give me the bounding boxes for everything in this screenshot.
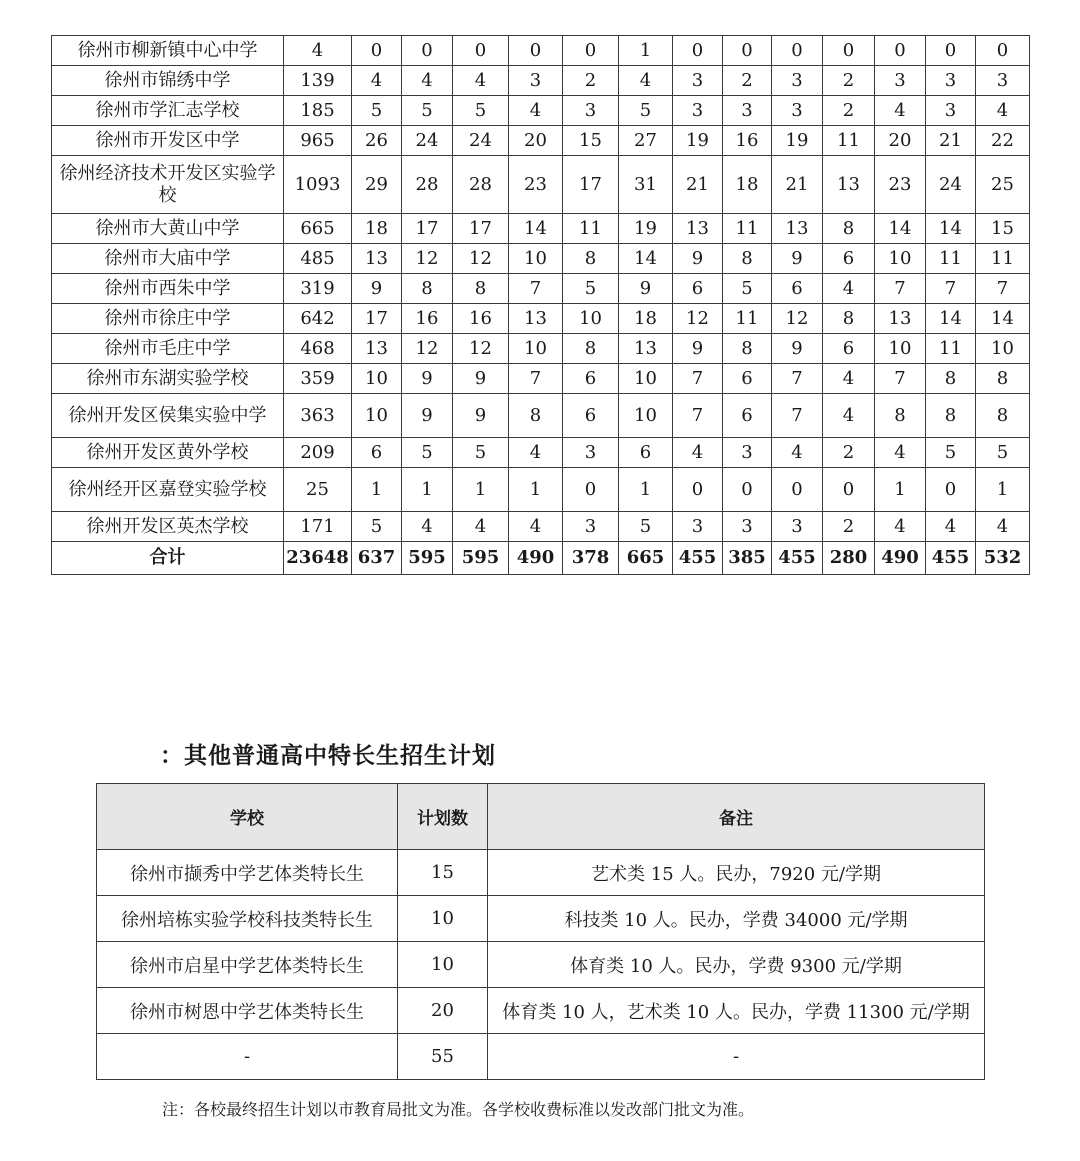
- value-cell: 11: [563, 214, 619, 244]
- value-cell: 13: [673, 214, 723, 244]
- value-cell: 139: [284, 66, 352, 96]
- value-cell: 363: [284, 394, 352, 438]
- table-row: [97, 988, 985, 1034]
- school-name-cell: 徐州市柳新镇中心中学: [52, 36, 284, 66]
- remark-cell: 艺术类 15 人。民办，7920 元/学期: [488, 850, 985, 896]
- header-remark: 备注: [488, 784, 985, 850]
- value-cell: 10: [352, 364, 402, 394]
- value-cell: 4: [402, 66, 453, 96]
- footnote: 注：各校最终招生计划以市教育局批文为准。各学校收费标准以发改部门批文为准。: [162, 1100, 755, 1119]
- school-name-cell: 徐州市锦绣中学: [52, 66, 284, 96]
- school-name-cell: 徐州市开发区中学: [52, 126, 284, 156]
- value-cell: 16: [453, 304, 509, 334]
- value-cell: 0: [453, 36, 509, 66]
- value-cell: 8: [453, 274, 509, 304]
- school-name-cell: 徐州市东湖实验学校: [52, 364, 284, 394]
- value-cell: 6: [619, 438, 673, 468]
- value-cell: 468: [284, 334, 352, 364]
- school-name-cell: 徐州市大黄山中学: [52, 214, 284, 244]
- value-cell: 4: [673, 438, 723, 468]
- school-cell: 徐州培栋实验学校科技类特长生: [97, 896, 398, 942]
- value-cell: 3: [563, 438, 619, 468]
- value-cell: 9: [619, 274, 673, 304]
- value-cell: 319: [284, 274, 352, 304]
- school-name-cell: 徐州经开区嘉登实验学校: [52, 468, 284, 512]
- value-cell: 3: [673, 96, 723, 126]
- total-value-cell: 665: [619, 542, 673, 575]
- value-cell: 17: [352, 304, 402, 334]
- value-cell: 6: [563, 394, 619, 438]
- value-cell: 3: [673, 66, 723, 96]
- value-cell: 2: [823, 512, 875, 542]
- value-cell: 665: [284, 214, 352, 244]
- value-cell: 0: [402, 36, 453, 66]
- value-cell: 4: [823, 274, 875, 304]
- value-cell: 19: [673, 126, 723, 156]
- value-cell: 14: [926, 214, 976, 244]
- value-cell: 3: [926, 66, 976, 96]
- value-cell: 5: [402, 96, 453, 126]
- value-cell: 29: [352, 156, 402, 214]
- value-cell: 0: [723, 36, 772, 66]
- school-name-cell: 徐州开发区侯集实验中学: [52, 394, 284, 438]
- value-cell: 14: [509, 214, 563, 244]
- total-value-cell: 455: [926, 542, 976, 575]
- value-cell: 0: [673, 36, 723, 66]
- school-cell: 徐州市撷秀中学艺体类特长生: [97, 850, 398, 896]
- value-cell: 21: [673, 156, 723, 214]
- value-cell: 11: [823, 126, 875, 156]
- value-cell: 2: [823, 438, 875, 468]
- value-cell: 1: [402, 468, 453, 512]
- school-name-cell: 徐州市毛庄中学: [52, 334, 284, 364]
- value-cell: 27: [619, 126, 673, 156]
- value-cell: 21: [926, 126, 976, 156]
- value-cell: 965: [284, 126, 352, 156]
- value-cell: 4: [619, 66, 673, 96]
- value-cell: 12: [772, 304, 823, 334]
- value-cell: 3: [772, 96, 823, 126]
- value-cell: 185: [284, 96, 352, 126]
- value-cell: 4: [875, 438, 926, 468]
- total-value-cell: 378: [563, 542, 619, 575]
- value-cell: 8: [402, 274, 453, 304]
- value-cell: 18: [723, 156, 772, 214]
- header-school: 学校: [97, 784, 398, 850]
- value-cell: 25: [284, 468, 352, 512]
- value-cell: 19: [619, 214, 673, 244]
- value-cell: 18: [352, 214, 402, 244]
- value-cell: 8: [823, 214, 875, 244]
- value-cell: 7: [926, 274, 976, 304]
- value-cell: 3: [723, 438, 772, 468]
- total-value-cell: 490: [875, 542, 926, 575]
- value-cell: 4: [509, 512, 563, 542]
- value-cell: 13: [619, 334, 673, 364]
- table-row: [52, 468, 1030, 512]
- value-cell: 18: [619, 304, 673, 334]
- value-cell: 4: [402, 512, 453, 542]
- value-cell: 0: [509, 36, 563, 66]
- school-name-cell: 徐州经济技术开发区实验学校: [52, 156, 284, 214]
- value-cell: 14: [619, 244, 673, 274]
- table-row: [97, 942, 985, 988]
- value-cell: 8: [563, 334, 619, 364]
- value-cell: 5: [563, 274, 619, 304]
- value-cell: 6: [673, 274, 723, 304]
- value-cell: 5: [352, 96, 402, 126]
- value-cell: 17: [402, 214, 453, 244]
- value-cell: 13: [875, 304, 926, 334]
- table-row: [52, 438, 1030, 468]
- value-cell: 31: [619, 156, 673, 214]
- remark-cell: 科技类 10 人。民办，学费 34000 元/学期: [488, 896, 985, 942]
- value-cell: 9: [772, 244, 823, 274]
- school-name-cell: 徐州市大庙中学: [52, 244, 284, 274]
- value-cell: 5: [453, 96, 509, 126]
- value-cell: 3: [563, 512, 619, 542]
- value-cell: 209: [284, 438, 352, 468]
- specialty-plan-table: [96, 783, 985, 1080]
- value-cell: 1: [509, 468, 563, 512]
- value-cell: 9: [453, 394, 509, 438]
- value-cell: 14: [976, 304, 1030, 334]
- value-cell: 8: [823, 304, 875, 334]
- value-cell: 12: [453, 334, 509, 364]
- header-count: 计划数: [398, 784, 488, 850]
- value-cell: 14: [875, 214, 926, 244]
- value-cell: 12: [402, 244, 453, 274]
- value-cell: 10: [352, 394, 402, 438]
- value-cell: 485: [284, 244, 352, 274]
- value-cell: 3: [772, 512, 823, 542]
- school-name-cell: 徐州市徐庄中学: [52, 304, 284, 334]
- school-cell: -: [97, 1034, 398, 1080]
- value-cell: 171: [284, 512, 352, 542]
- value-cell: 5: [723, 274, 772, 304]
- count-cell: 55: [398, 1034, 488, 1080]
- value-cell: 5: [619, 96, 673, 126]
- table-row: [52, 244, 1030, 274]
- value-cell: 24: [926, 156, 976, 214]
- value-cell: 9: [453, 364, 509, 394]
- value-cell: 4: [875, 96, 926, 126]
- value-cell: 4: [284, 36, 352, 66]
- value-cell: 6: [352, 438, 402, 468]
- value-cell: 11: [723, 214, 772, 244]
- value-cell: 1: [619, 468, 673, 512]
- value-cell: 8: [926, 394, 976, 438]
- value-cell: 0: [875, 36, 926, 66]
- total-value-cell: 385: [723, 542, 772, 575]
- value-cell: 9: [402, 394, 453, 438]
- value-cell: 2: [823, 96, 875, 126]
- value-cell: 12: [453, 244, 509, 274]
- value-cell: 1093: [284, 156, 352, 214]
- value-cell: 8: [509, 394, 563, 438]
- value-cell: 1: [453, 468, 509, 512]
- value-cell: 10: [619, 394, 673, 438]
- total-value-cell: 455: [673, 542, 723, 575]
- value-cell: 0: [823, 36, 875, 66]
- value-cell: 4: [823, 394, 875, 438]
- table-row: [52, 274, 1030, 304]
- value-cell: 359: [284, 364, 352, 394]
- school-cell: 徐州市树恩中学艺体类特长生: [97, 988, 398, 1034]
- count-cell: 10: [398, 942, 488, 988]
- count-cell: 10: [398, 896, 488, 942]
- value-cell: 4: [823, 364, 875, 394]
- value-cell: 11: [976, 244, 1030, 274]
- value-cell: 7: [976, 274, 1030, 304]
- value-cell: 5: [352, 512, 402, 542]
- value-cell: 1: [976, 468, 1030, 512]
- value-cell: 28: [453, 156, 509, 214]
- value-cell: 4: [772, 438, 823, 468]
- value-cell: 8: [563, 244, 619, 274]
- value-cell: 642: [284, 304, 352, 334]
- value-cell: 4: [352, 66, 402, 96]
- value-cell: 17: [563, 156, 619, 214]
- value-cell: 26: [352, 126, 402, 156]
- count-cell: 20: [398, 988, 488, 1034]
- value-cell: 24: [453, 126, 509, 156]
- section-title: ：其他普通高中特长生招生计划: [160, 743, 496, 769]
- value-cell: 4: [976, 96, 1030, 126]
- value-cell: 6: [723, 394, 772, 438]
- table-row: [52, 126, 1030, 156]
- value-cell: 13: [823, 156, 875, 214]
- total-row: [52, 542, 1030, 575]
- value-cell: 23: [509, 156, 563, 214]
- value-cell: 0: [926, 36, 976, 66]
- value-cell: 1: [619, 36, 673, 66]
- value-cell: 5: [619, 512, 673, 542]
- school-name-cell: 徐州开发区黄外学校: [52, 438, 284, 468]
- total-value-cell: 455: [772, 542, 823, 575]
- value-cell: 12: [402, 334, 453, 364]
- count-cell: 15: [398, 850, 488, 896]
- value-cell: 3: [723, 512, 772, 542]
- value-cell: 21: [772, 156, 823, 214]
- total-value-cell: 595: [402, 542, 453, 575]
- value-cell: 7: [509, 364, 563, 394]
- value-cell: 6: [823, 334, 875, 364]
- table-row: [97, 1034, 985, 1080]
- value-cell: 4: [926, 512, 976, 542]
- value-cell: 4: [509, 438, 563, 468]
- value-cell: 5: [453, 438, 509, 468]
- total-label: 合计: [52, 542, 284, 575]
- value-cell: 19: [772, 126, 823, 156]
- value-cell: 2: [723, 66, 772, 96]
- table-row: [52, 66, 1030, 96]
- value-cell: 24: [402, 126, 453, 156]
- value-cell: 7: [875, 364, 926, 394]
- value-cell: 0: [563, 36, 619, 66]
- value-cell: 3: [509, 66, 563, 96]
- total-value-cell: 532: [976, 542, 1030, 575]
- value-cell: 7: [509, 274, 563, 304]
- value-cell: 3: [772, 66, 823, 96]
- value-cell: 4: [509, 96, 563, 126]
- value-cell: 16: [402, 304, 453, 334]
- value-cell: 22: [976, 126, 1030, 156]
- remark-cell: 体育类 10 人，艺术类 10 人。民办，学费 11300 元/学期: [488, 988, 985, 1034]
- value-cell: 5: [926, 438, 976, 468]
- value-cell: 16: [723, 126, 772, 156]
- school-name-cell: 徐州开发区英杰学校: [52, 512, 284, 542]
- value-cell: 28: [402, 156, 453, 214]
- remark-cell: -: [488, 1034, 985, 1080]
- value-cell: 9: [673, 334, 723, 364]
- value-cell: 10: [619, 364, 673, 394]
- total-value-cell: 490: [509, 542, 563, 575]
- value-cell: 4: [976, 512, 1030, 542]
- value-cell: 0: [823, 468, 875, 512]
- value-cell: 6: [772, 274, 823, 304]
- table-row: [52, 304, 1030, 334]
- value-cell: 10: [509, 334, 563, 364]
- value-cell: 2: [563, 66, 619, 96]
- table-header-row: [97, 784, 985, 850]
- value-cell: 0: [563, 468, 619, 512]
- value-cell: 7: [673, 364, 723, 394]
- value-cell: 4: [875, 512, 926, 542]
- total-value-cell: 23648: [284, 542, 352, 575]
- table-row: [52, 36, 1030, 66]
- table-row: [52, 512, 1030, 542]
- value-cell: 6: [723, 364, 772, 394]
- table-row: [52, 394, 1030, 438]
- value-cell: 4: [453, 66, 509, 96]
- value-cell: 20: [509, 126, 563, 156]
- value-cell: 1: [875, 468, 926, 512]
- value-cell: 7: [673, 394, 723, 438]
- value-cell: 13: [352, 334, 402, 364]
- value-cell: 11: [926, 334, 976, 364]
- value-cell: 2: [823, 66, 875, 96]
- value-cell: 7: [772, 394, 823, 438]
- school-name-cell: 徐州市西朱中学: [52, 274, 284, 304]
- value-cell: 10: [875, 244, 926, 274]
- value-cell: 0: [976, 36, 1030, 66]
- value-cell: 3: [723, 96, 772, 126]
- value-cell: 9: [673, 244, 723, 274]
- table-row: [52, 214, 1030, 244]
- value-cell: 25: [976, 156, 1030, 214]
- value-cell: 0: [926, 468, 976, 512]
- table-row: [52, 334, 1030, 364]
- value-cell: 3: [875, 66, 926, 96]
- value-cell: 6: [563, 364, 619, 394]
- table-row: [97, 896, 985, 942]
- value-cell: 8: [875, 394, 926, 438]
- enrollment-table: [51, 35, 1030, 575]
- value-cell: 1: [352, 468, 402, 512]
- remark-cell: 体育类 10 人。民办，学费 9300 元/学期: [488, 942, 985, 988]
- value-cell: 10: [509, 244, 563, 274]
- value-cell: 3: [673, 512, 723, 542]
- value-cell: 13: [509, 304, 563, 334]
- total-value-cell: 637: [352, 542, 402, 575]
- total-value-cell: 595: [453, 542, 509, 575]
- value-cell: 0: [352, 36, 402, 66]
- table-row: [52, 156, 1030, 214]
- value-cell: 8: [723, 244, 772, 274]
- value-cell: 10: [563, 304, 619, 334]
- value-cell: 0: [772, 36, 823, 66]
- value-cell: 8: [976, 394, 1030, 438]
- value-cell: 15: [563, 126, 619, 156]
- value-cell: 3: [926, 96, 976, 126]
- value-cell: 5: [402, 438, 453, 468]
- value-cell: 20: [875, 126, 926, 156]
- value-cell: 15: [976, 214, 1030, 244]
- school-cell: 徐州市启星中学艺体类特长生: [97, 942, 398, 988]
- value-cell: 0: [772, 468, 823, 512]
- value-cell: 13: [352, 244, 402, 274]
- value-cell: 14: [926, 304, 976, 334]
- value-cell: 5: [976, 438, 1030, 468]
- value-cell: 3: [563, 96, 619, 126]
- value-cell: 12: [673, 304, 723, 334]
- school-name-cell: 徐州市学汇志学校: [52, 96, 284, 126]
- value-cell: 13: [772, 214, 823, 244]
- value-cell: 7: [772, 364, 823, 394]
- table-row: [52, 96, 1030, 126]
- value-cell: 17: [453, 214, 509, 244]
- value-cell: 10: [875, 334, 926, 364]
- value-cell: 23: [875, 156, 926, 214]
- value-cell: 4: [453, 512, 509, 542]
- table-row: [97, 850, 985, 896]
- total-value-cell: 280: [823, 542, 875, 575]
- value-cell: 9: [772, 334, 823, 364]
- value-cell: 9: [402, 364, 453, 394]
- value-cell: 11: [926, 244, 976, 274]
- value-cell: 8: [723, 334, 772, 364]
- value-cell: 7: [875, 274, 926, 304]
- table-row: [52, 364, 1030, 394]
- value-cell: 10: [976, 334, 1030, 364]
- value-cell: 9: [352, 274, 402, 304]
- value-cell: 0: [673, 468, 723, 512]
- value-cell: 0: [723, 468, 772, 512]
- value-cell: 6: [823, 244, 875, 274]
- value-cell: 8: [926, 364, 976, 394]
- value-cell: 3: [976, 66, 1030, 96]
- value-cell: 8: [976, 364, 1030, 394]
- value-cell: 11: [723, 304, 772, 334]
